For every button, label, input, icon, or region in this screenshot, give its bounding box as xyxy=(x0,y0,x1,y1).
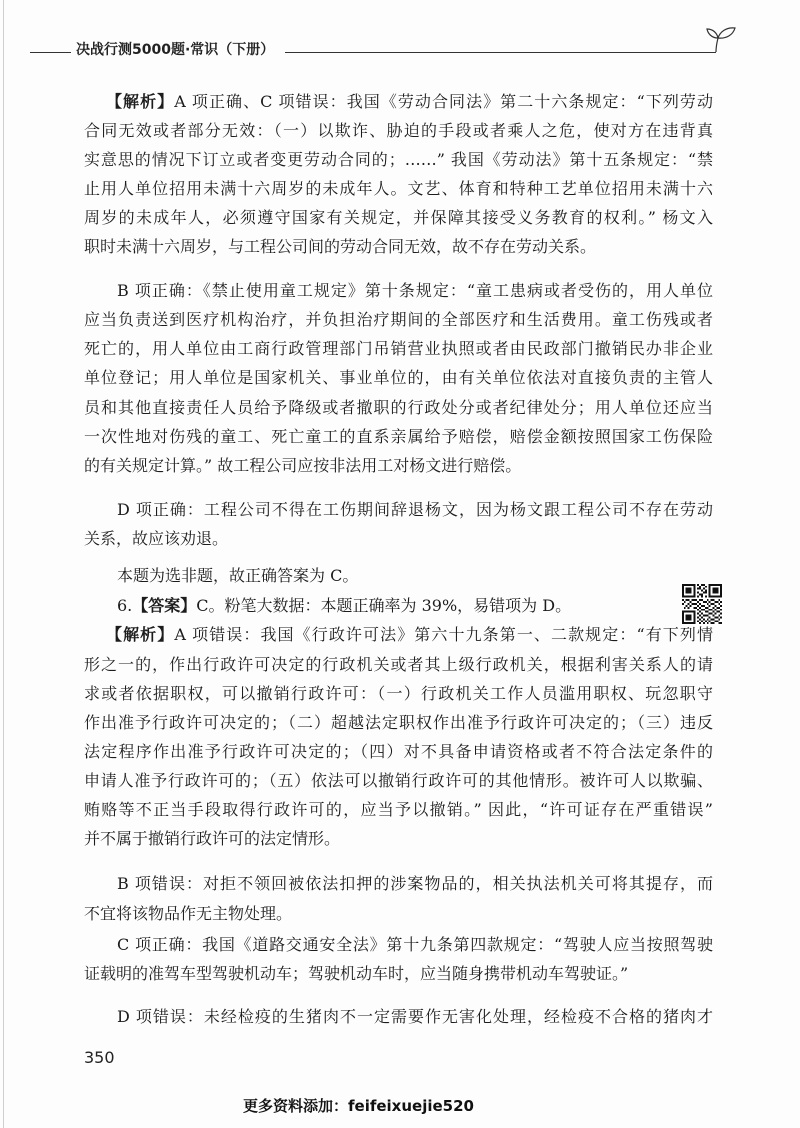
text-line: 贿赂等不正当手段取得行政许可的，应当予以撤销。” 因此，“许可证存在严重错误” xyxy=(84,800,713,819)
page-number: 350 xyxy=(84,1048,115,1067)
text-line: 关系，故应该劝退。 xyxy=(84,529,229,548)
answer-label: 【答案】 xyxy=(132,596,197,615)
text-line xyxy=(117,591,713,620)
line-text: A 项正确、C 项错误：我国《劳动合同法》第二十六条规定：“下列劳动 xyxy=(174,92,713,111)
text-line: B 项正确：《禁止使用童工规定》第十条规定：“童工患病或者受伤的，用人单位 xyxy=(117,281,713,300)
line-text: C。粉笔大数据：本题正确率为 39%，易错项为 D。 xyxy=(196,596,572,615)
text-line: 的有关规定计算。” 故工程公司应按非法用工对杨文进行赔偿。 xyxy=(84,456,522,475)
text-line: 死亡的，用人单位由工商行政管理部门吊销营业执照或者由民政部门撤销民办非企业 xyxy=(84,339,713,358)
text-line: 合同无效或者部分无效：（一）以欺诈、胁迫的手段或者乘人之危，使对方在违背真 xyxy=(84,121,713,140)
text-line: 员和其他直接责任人员给予降级或者撤职的行政处分或者纪律处分；用人单位还应当 xyxy=(84,398,713,417)
scan-edge-line xyxy=(3,0,4,1128)
text-line: 作出准予行政许可决定的；（二）超越法定职权作出准予行政许可决定的；（三）违反 xyxy=(84,713,713,732)
text-line: 周岁的未成年人，必须遵守国家有关规定，并保障其接受义务教育的权利。” 杨文入 xyxy=(84,208,713,227)
text-line: D 项正确：工程公司不得在工伤期间辞退杨文，因为杨文跟工程公司不存在劳动 xyxy=(117,500,713,519)
text-line xyxy=(106,620,713,649)
text-line: B 项错误：对拒不领回被依法扣押的涉案物品的，相关执法机关可将其提存，而 xyxy=(117,874,713,893)
text-line: 证载明的准驾车型驾驶机动车；驾驶机动车时，应当随身携带机动车驾驶证。” xyxy=(84,964,629,983)
text-line: 求或者依据职权，可以撤销行政许可：（一）行政机关工作人员滥用职权、玩忽职守 xyxy=(84,684,713,703)
header-rule-right xyxy=(285,52,716,53)
text-line: 实意思的情况下订立或者变更劳动合同的；……” 我国《劳动法》第十五条规定：“禁 xyxy=(84,150,713,169)
text-line: 本题为选非题，故正确答案为 C。 xyxy=(117,566,359,585)
running-header-title: 决战行测5000题·常识（下册） xyxy=(76,42,275,58)
text-line: 形之一的，作出行政许可决定的行政机关或者其上级行政机关，根据利害关系人的请 xyxy=(84,655,713,674)
text-line: 申请人准予行政许可的；（五）依法可以撤销行政许可的其他情形。被许可人以欺骗、 xyxy=(84,771,713,790)
text-line: 止用人单位招用未满十六周岁的未成年人。文艺、体育和特种工艺单位招用未满十六 xyxy=(84,179,713,198)
text-line xyxy=(106,87,713,116)
sprout-icon xyxy=(702,24,740,54)
footer-note: 更多资料添加：feifeixuejie520 xyxy=(243,1097,474,1115)
header-rule-left xyxy=(30,52,71,53)
text-line: 应当负责送到医疗机构治疗，并负担治疗期间的全部医疗和生活费用。童工伤残或者 xyxy=(84,310,713,329)
text-line: D 项错误：未经检疫的生猪肉不一定需要作无害化处理，经检疫不合格的猪肉才 xyxy=(117,1007,713,1026)
analysis-label: 【解析】 xyxy=(106,92,175,111)
text-line: 单位登记；用人单位是国家机关、事业单位的，由有关单位依法对直接负责的主管人 xyxy=(84,368,713,387)
text-line: 一次性地对伤残的童工、死亡童工的直系亲属给予赔偿，赔偿金额按照国家工伤保险 xyxy=(84,427,713,446)
question-number: 6. xyxy=(117,596,133,615)
analysis-label: 【解析】 xyxy=(106,625,175,644)
text-line: 并不属于撤销行政许可的法定情形。 xyxy=(84,829,341,848)
text-line: 职时未满十六周岁，与工程公司间的劳动合同无效，故不存在劳动关系。 xyxy=(84,237,597,256)
line-text: A 项错误：我国《行政许可法》第六十九条第一、二款规定：“有下列情 xyxy=(174,625,713,644)
text-line: 不宜将该物品作无主物处理。 xyxy=(84,904,293,923)
text-line: C 项正确：我国《道路交通安全法》第十九条第四款规定：“驾驶人应当按照驾驶 xyxy=(117,935,713,954)
text-line: 法定程序作出准予行政许可决定的；（四）对不具备申请资格或者不符合法定条件的 xyxy=(84,742,713,761)
